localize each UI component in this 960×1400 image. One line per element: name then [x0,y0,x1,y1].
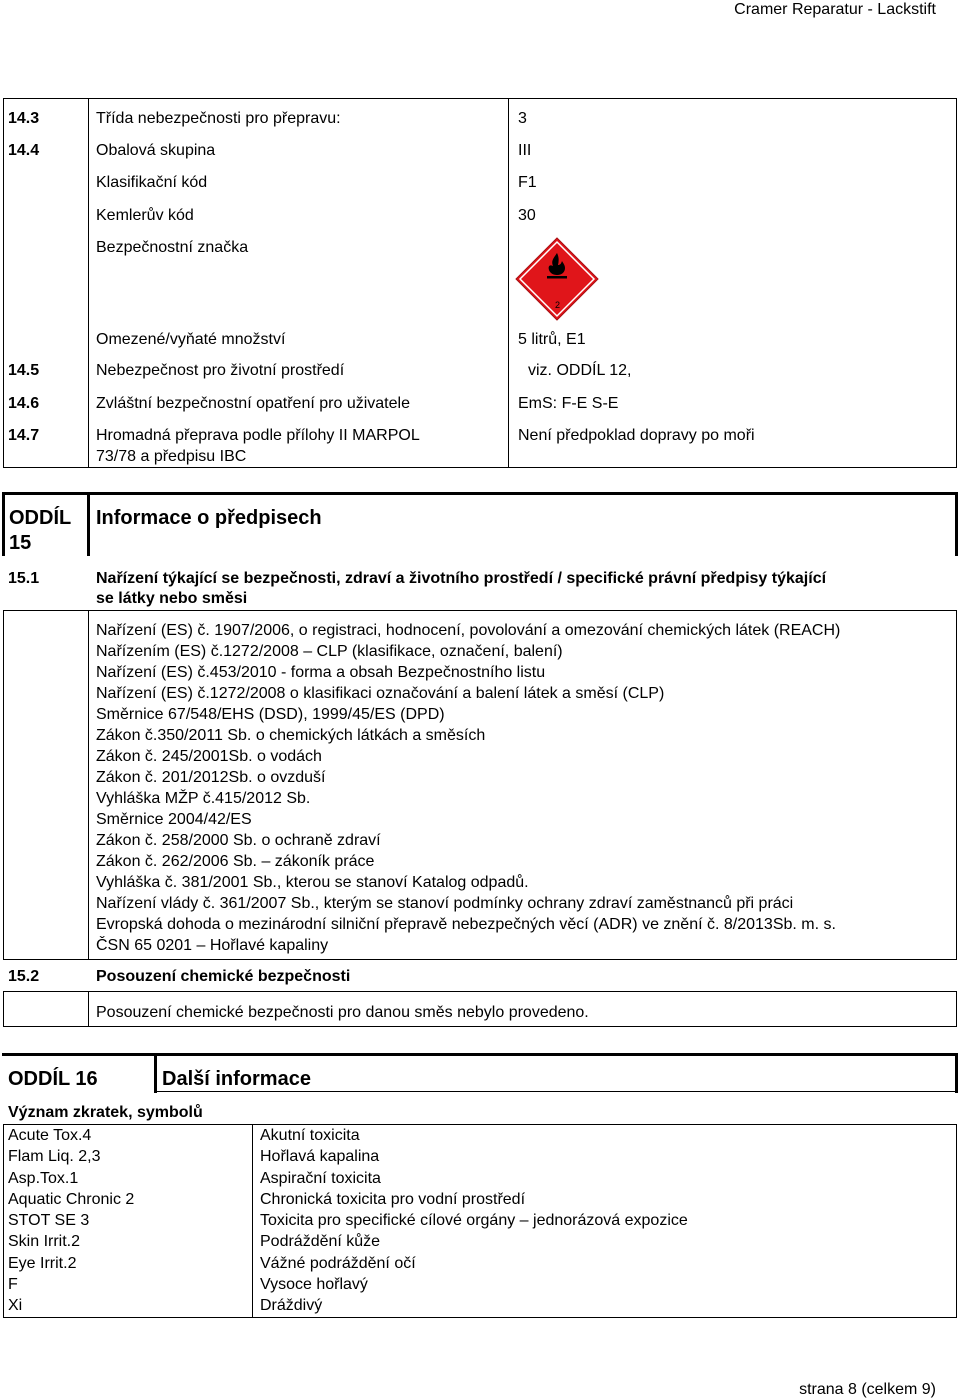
abbreviation-code: Xi [8,1297,23,1315]
row-value: 3 [518,110,527,127]
assessment-text: Posouzení chemické bezpečnosti pro danou směs nebylo provedeno. [96,1004,589,1021]
section-15-number-line2: 15 [9,532,32,554]
row-label: Kemlerův kód [96,207,194,224]
row-value: F1 [518,174,537,191]
abbreviation-meaning: Vysoce hořlavý [260,1276,368,1294]
regulation-item: Nařízení vlády č. 361/2007 Sb., kterým se stanoví podmínky ochrany zdraví zaměstnanců při práci [96,895,794,912]
row-value: 5 litrů, E1 [518,331,586,348]
abbreviation-code: Skin Irrit.2 [8,1233,81,1251]
row-label: Obalová skupina [96,142,216,159]
regulation-item: Vyhláška č. 381/2001 Sb., kterou se stanoví Katalog odpadů. [96,874,529,891]
abbreviation-meaning: Dráždivý [260,1297,323,1315]
row-label: Třída nebezpečnosti pro přepravu: [96,110,341,127]
subsection-15-1-number: 15.1 [8,570,40,587]
regulation-item: Nařízení (ES) č.1272/2008 o klasifikaci označování a balení látek a směsí (CLP) [96,685,665,702]
page-number: strana 8 (celkem 9) [799,1381,936,1398]
row-num: 14.7 [8,427,40,444]
abbreviation-meaning: Hořlavá kapalina [260,1148,380,1166]
subsection-15-2-title: Posouzení chemické bezpečnosti [96,968,351,985]
row-label: Klasifikační kód [96,174,208,191]
row-label: Nebezpečnost pro životní prostředí [96,362,345,379]
regulation-item: Nařízení (ES) č. 1907/2006, o registraci, hodnocení, povolování a omezování chemických látek (REACH) [96,622,841,639]
row-label: Bezpečnostní značka [96,239,249,256]
regulation-item: Zákon č. 262/2006 Sb. – zákoník práce [96,853,375,870]
abbreviation-code: STOT SE 3 [8,1212,90,1230]
abbreviation-meaning: Toxicita pro specifické cílové orgány – jednorázová expozice [260,1212,688,1230]
row-label: Hromadná přeprava podle přílohy II MARPOL [96,427,420,444]
section-16-number: ODDÍL 16 [8,1068,98,1090]
abbreviation-code: Aquatic Chronic 2 [8,1190,135,1208]
abbreviation-code: Acute Tox.4 [8,1127,92,1144]
abbreviation-meaning: Podráždění kůže [260,1233,381,1251]
document-header-title: Cramer Reparatur - Lackstift [734,1,936,18]
abbreviation-code: Eye Irrit.2 [8,1254,77,1272]
row-value: EmS: F-E S-E [518,395,619,412]
hazard-class-number: 2 [555,300,561,310]
row-num: 14.3 [8,110,40,127]
abbreviation-meaning: Chronická toxicita pro vodní prostředí [260,1190,526,1208]
abbreviation-code: Flam Liq. 2,3 [8,1148,101,1166]
row-label: Omezené/vyňaté množství [96,331,286,348]
section-15-number: ODDÍL [9,507,72,529]
row-label-continued: 73/78 a předpisu IBC [96,448,247,465]
abbreviations-title: Význam zkratek, symbolů [8,1104,203,1121]
row-value: viz. ODDÍL 12, [528,362,632,379]
regulation-item: Zákon č.350/2011 Sb. o chemických látkách a směsích [96,727,486,744]
abbreviation-meaning: Akutní toxicita [260,1127,360,1144]
regulation-item: Směrnice 2004/42/ES [96,811,252,828]
section-15-title: Informace o předpisech [96,507,322,529]
abbreviation-code: F [8,1276,18,1294]
row-value: III [518,142,532,159]
regulation-item: Nařízením (ES) č.1272/2008 – CLP (klasifikace, označení, balení) [96,643,563,660]
regulation-item: Zákon č. 258/2000 Sb. o ochraně zdraví [96,832,381,849]
regulation-item: Vyhláška MŽP č.415/2012 Sb. [96,790,311,807]
regulations-list [96,620,840,956]
abbreviation-codes [8,1125,134,1317]
subsection-15-1-title-line2: se látky nebo směsi [96,590,248,607]
regulation-item: Nařízení (ES) č.453/2010 - forma a obsah Bezpečnostního listu [96,664,546,681]
row-num: 14.5 [8,362,40,379]
row-num: 14.4 [8,142,40,159]
regulation-item: Zákon č. 245/2001Sb. o vodách [96,748,322,765]
row-value: Není předpoklad dopravy po moři [518,427,755,444]
abbreviation-meanings [260,1125,688,1317]
subsection-15-1-title: Nařízení týkající se bezpečnosti, zdraví a životního prostředí / specifické právní předpisy týkající [96,570,827,587]
regulation-item: Zákon č. 201/2012Sb. o ovzduší [96,769,326,786]
abbreviation-code: Asp.Tox.1 [8,1169,79,1187]
regulation-item: ČSN 65 0201 – Hořlavé kapaliny [96,937,329,954]
subsection-15-2-number: 15.2 [8,968,40,985]
section-16-title: Další informace [162,1068,311,1090]
row-label: Zvláštní bezpečnostní opatření pro uživatele [96,395,410,412]
regulation-item: Evropská dohoda o mezinárodní silniční přepravě nebezpečných věcí (ADR) ve znění č. 8/2013Sb. m. s. [96,916,836,933]
regulation-item: Směrnice 67/548/EHS (DSD), 1999/45/ES (DPD) [96,706,445,723]
abbreviation-meaning: Vážné podráždění očí [260,1254,416,1272]
row-num: 14.6 [8,395,40,412]
flammable-hazard-diamond-icon [515,237,599,321]
abbreviation-meaning: Aspirační toxicita [260,1169,381,1187]
row-value: 30 [518,207,536,224]
